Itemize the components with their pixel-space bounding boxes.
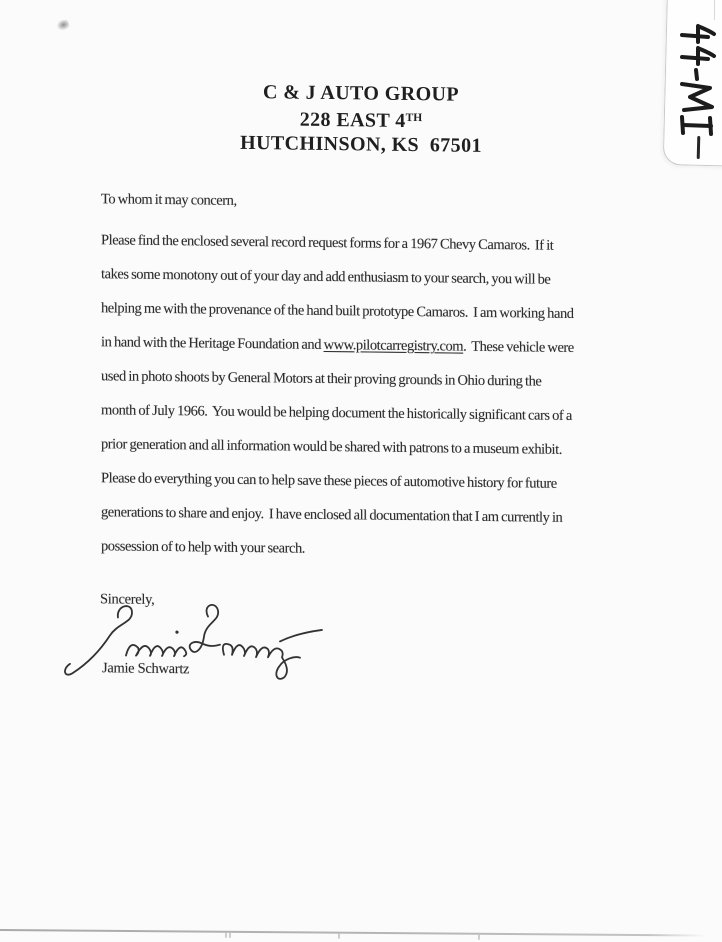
company-name: C & J AUTO GROUP — [262, 81, 460, 106]
typed-signer-name: Jamie Schwartz — [102, 660, 190, 678]
edge-tick — [478, 934, 480, 939]
edge-tick — [338, 933, 340, 938]
paragraph-line: generations to share and enjoy. I have enclosed all documentation that I am currently in — [101, 504, 563, 526]
edge-tick — [229, 932, 231, 937]
edge-tick — [225, 932, 227, 937]
paragraph-line: takes some monotony out of your day and add enthusiasm to your search, you will be — [101, 266, 551, 288]
paragraph-line: helping me with the provenance of the hand built prototype Camaros. I am working hand — [101, 300, 574, 323]
valediction: Sincerely, — [100, 591, 155, 608]
corner-note-strokes — [676, 22, 720, 142]
street-address: 228 EAST 4TH — [299, 108, 423, 132]
paragraph-line-with-url: in hand with the Heritage Foundation and www.pilotcarregistry.com. These vehicle were — [101, 334, 574, 357]
paragraph-line: Please do everything you can to help save these pieces of automotive history for future — [101, 470, 557, 492]
letter-body — [101, 189, 692, 570]
letter-paragraph — [101, 223, 692, 570]
url-text: www.pilotcarregistry.com — [323, 336, 464, 355]
salutation: To whom it may concern, — [101, 191, 237, 209]
paragraph-line: prior generation and all information would be shared with patrons to a museum exhibit. — [101, 436, 562, 458]
street-ordinal: TH — [405, 111, 423, 125]
paragraph-line: month of July 1966. You would be helping document the historically significant cars of a — [101, 402, 572, 424]
closing-block — [100, 589, 722, 697]
paragraph-line: used in photo shoots by General Motors at their proving grounds in Ohio during the — [101, 368, 542, 390]
paragraph-line: Please find the enclosed several record request forms for a 1967 Chevy Camaros. If it — [101, 232, 554, 254]
city-state-zip: HUTCHINSON, KS 67501 — [240, 131, 482, 157]
paragraph-line: possession of to help with your search. — [101, 538, 305, 557]
corner-note-handwriting — [676, 22, 720, 142]
scan-edge-artifact — [714, 0, 715, 20]
letterhead — [0, 0, 722, 161]
corner-mark-handwriting — [697, 136, 701, 159]
